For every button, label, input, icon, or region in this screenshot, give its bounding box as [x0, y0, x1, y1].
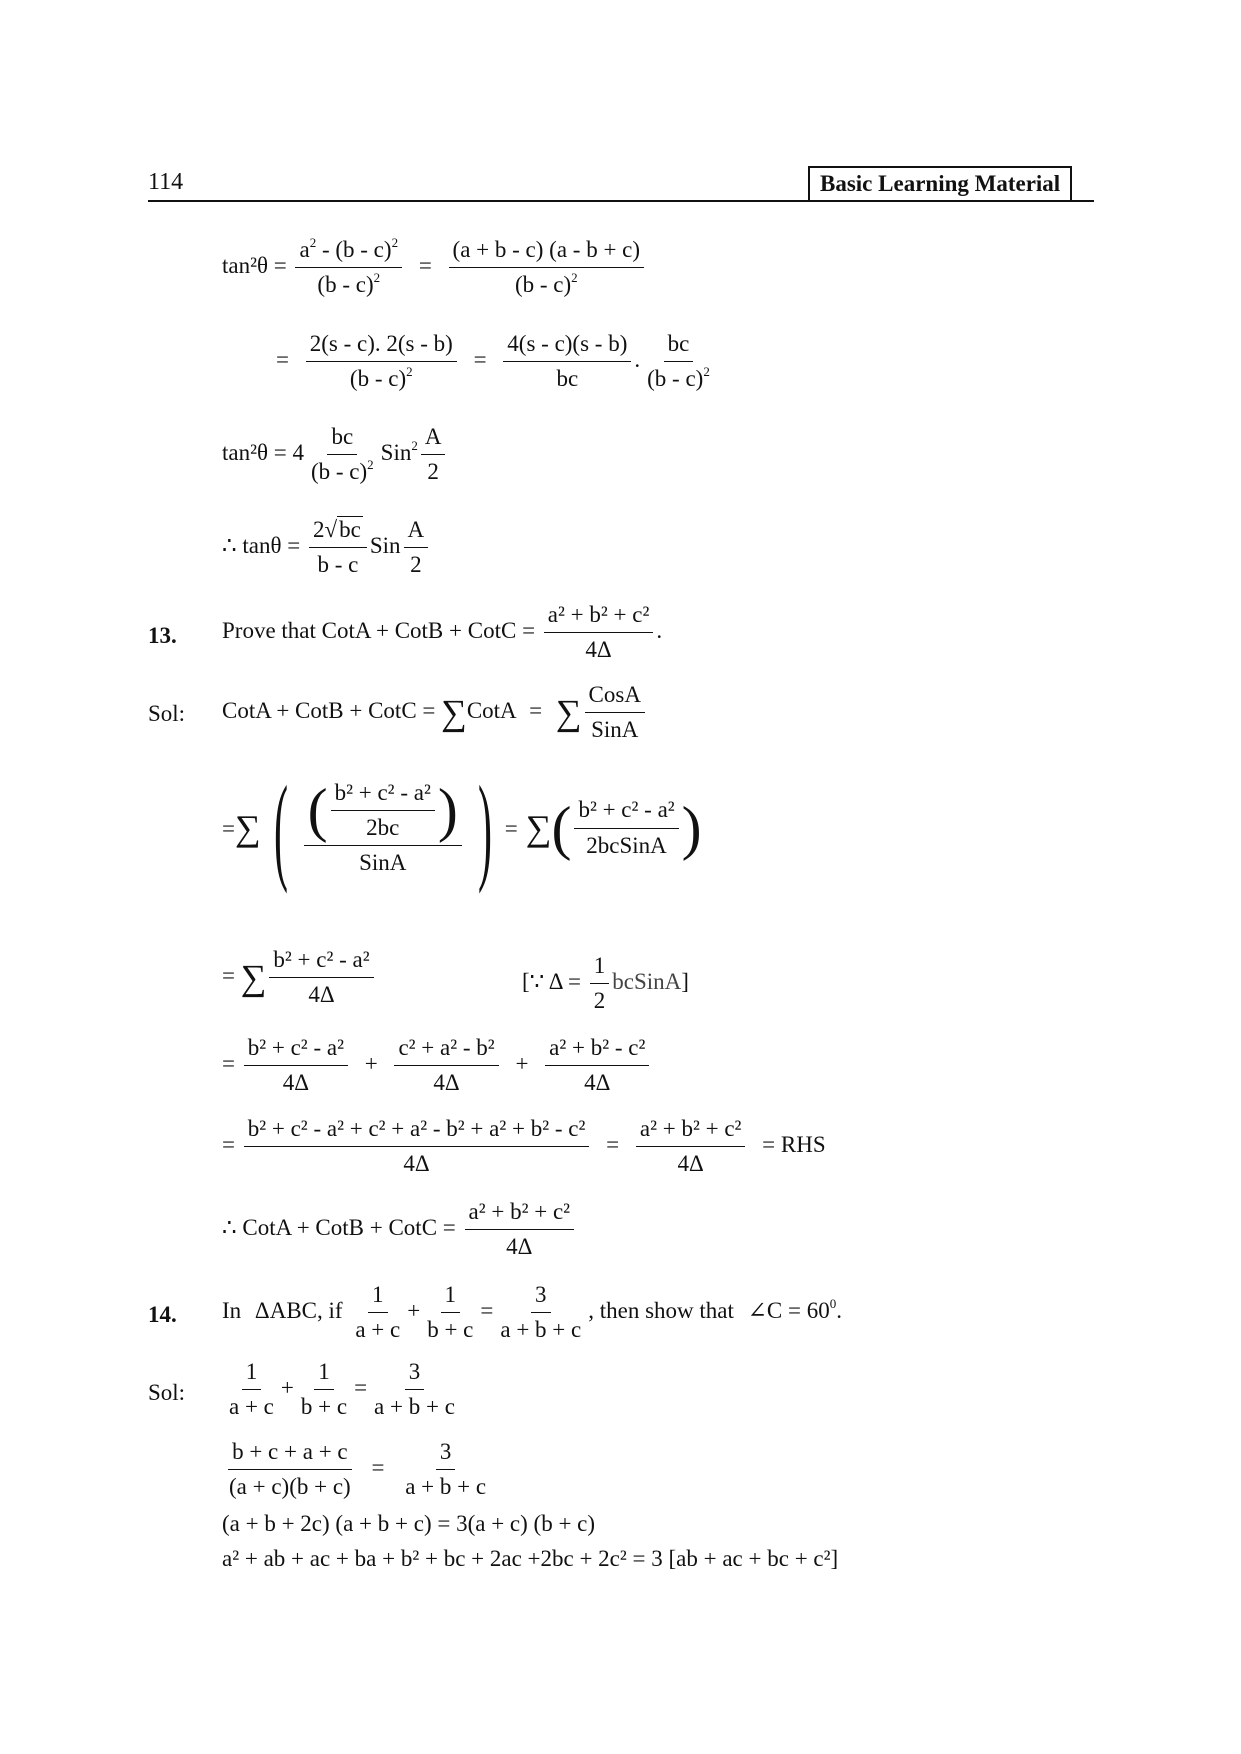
fraction: $\frac{3}{a + b + c}$: [500, 1282, 582, 1343]
sol14-line-3: (a + b + 2c) (a + b + c) = 3(a + c) (b + c): [222, 1511, 596, 1536]
fraction: $\frac{\text{CosA}}{\text{SinA}}$: [585, 683, 645, 742]
fraction: ( $\frac{\text{b² + c² - a²}}{2bc}$ ) SinA: [304, 780, 462, 875]
fraction: $\frac{A}{2}$: [421, 425, 446, 484]
fraction: $\frac{\text{b² + c² - a²}}{4\Delta}$: [269, 948, 373, 1007]
fraction: $\frac{2√bc}{b - c}$: [309, 518, 367, 577]
header-title: Basic Learning Material: [808, 166, 1072, 201]
sol13-line-1: CotA + CotB + CotC = ∑CotA = ∑ $\frac{\text{CosA}}{\text{SinA}}$: [222, 683, 648, 742]
fraction: $\frac{\text{b² + c² - a²}}{\text{2bcSinA}}$: [574, 798, 678, 857]
because-note: [∵ Δ = $\frac{1}{2}$ bcSinA]: [522, 953, 689, 1014]
fraction: $\frac{1}{a + c}$: [229, 1359, 274, 1420]
header-rule: [148, 200, 1094, 202]
fraction: $\frac{1}{b + c}$: [427, 1282, 474, 1343]
fraction: $\frac{\text{b² + c² - a² + c² + a² - b² + a² + b² - c²}}{4\Delta}$: [244, 1117, 590, 1176]
question-13-label: 13.: [148, 623, 177, 648]
sol13-line-4: = $\frac{\text{b² + c² - a²}}{4\Delta}$ + $\frac{\text{c² + a² - b²}}{4\Delta}$ + $\frac{\text{a² + b² - c²}}{4\Delta}$: [222, 1036, 652, 1095]
fraction: $\frac{A}{2}$: [404, 518, 429, 577]
question-14-label: 14.: [148, 1302, 177, 1327]
fraction: $\frac{1}{b + c}$: [300, 1359, 348, 1420]
fraction: $\frac{\text{a² + b² + c²}}{4\Delta}$: [636, 1117, 746, 1176]
sol13-line-3: = ∑ $\frac{\text{b² + c² - a²}}{4\Delta}$: [222, 948, 377, 1007]
fraction: $\frac{\text{a² + b² + c²}}{4\Delta}$: [544, 603, 654, 662]
fraction: $\frac{\text{a² + b² + c²}}{4\Delta}$: [465, 1200, 575, 1259]
tan2-line-2: = $\frac{2(s - c). 2(s - b)}{(b - c)^2}$ = $\frac{4(s - c)(s - b)}{bc}$ . $\frac{bc}{(b - c)^2}$: [276, 332, 717, 391]
fraction: $\frac{\text{c² + a² - b²}}{4\Delta}$: [394, 1036, 498, 1095]
fraction: $\frac{\text{b² + c² - a²}}{4\Delta}$: [244, 1036, 348, 1095]
sol14-line-4: a² + ab + ac + ba + b² + bc + 2ac +2bc + 2c² = 3 [ab + ac + bc + c²]: [222, 1546, 839, 1571]
fraction: $\frac{2(s - c). 2(s - b)}{(b - c)^2}$: [306, 332, 457, 391]
tan-theta-line: ∴ tanθ = $\frac{2√bc}{b - c}$ Sin $\frac{A}{2}$: [222, 518, 431, 577]
question-14: In ΔABC, if $\frac{1}{a + c}$ + $\frac{1}{b + c}$ = $\frac{3}{a + b + c}$ , then show that ∠C = $60^0$.: [222, 1282, 842, 1343]
sol13-line-5: = $\frac{\text{b² + c² - a² + c² + a² - b² + a² + b² - c²}}{4\Delta}$ = $\frac{\text{a² + b² + c²}}{4\Delta}$ = RHS: [222, 1116, 826, 1177]
fraction: $\frac{4(s - c)(s - b)}{bc}$: [503, 332, 631, 391]
fraction: $\frac{3}{a + b + c}$: [374, 1359, 455, 1420]
solution-13-label: Sol:: [148, 701, 186, 726]
question-13: Prove that CotA + CotB + CotC = $\frac{\text{a² + b² + c²}}{4\Delta}$ .: [222, 602, 663, 663]
fraction: $\frac{bc}{(b - c)^2}$: [647, 331, 710, 392]
fraction: $\frac{b + c + a + c}{(a + c)(b + c)}$: [229, 1439, 351, 1500]
tan2-line-3: tan²θ = 4 $\frac{bc}{(b - c)^2}$ Sin$^2$ $\frac{A}{2}$: [222, 425, 448, 484]
fraction: $\frac{a^2 - (b - c)^2}{(b - c)^2}$: [295, 238, 402, 297]
fraction: $\frac{bc}{(b - c)^2}$: [310, 424, 374, 485]
solution-14-label: Sol:: [148, 1380, 186, 1405]
sol13-conclusion: ∴ CotA + CotB + CotC = $\frac{\text{a² + b² + c²}}{4\Delta}$: [222, 1200, 577, 1259]
fraction: $\frac{3}{a + b + c}$: [405, 1439, 487, 1500]
sol14-line-1: $\frac{1}{a + c}$ + $\frac{1}{b + c}$ = $\frac{3}{a + b + c}$: [222, 1360, 462, 1419]
sol14-line-2: $\frac{b + c + a + c}{(a + c)(b + c)}$ = $\frac{3}{a + b + c}$: [222, 1440, 493, 1499]
sol13-line-2: = ∑ ( ( $\frac{\text{b² + c² - a²}}{2bc}$ ) SinA ) = ∑ ( $\frac{\text{b² + c² - a²}}{\text{2bcSinA}}$ ): [222, 761, 702, 894]
fraction: $\frac{\text{a² + b² - c²}}{4\Delta}$: [545, 1036, 649, 1095]
fraction: $\frac{1}{2}$: [590, 954, 610, 1013]
page-number: 114: [148, 169, 184, 195]
fraction: $\frac{1}{a + c}$: [355, 1282, 401, 1343]
tan2-line-1: tan²θ = $\frac{a^2 - (b - c)^2}{(b - c)^2}$ = $\frac{(a + b - c) (a - b + c)}{(b - c)^2}$: [222, 238, 647, 297]
fraction: $\frac{(a + b - c) (a - b + c)}{(b - c)^2}$: [449, 238, 644, 297]
